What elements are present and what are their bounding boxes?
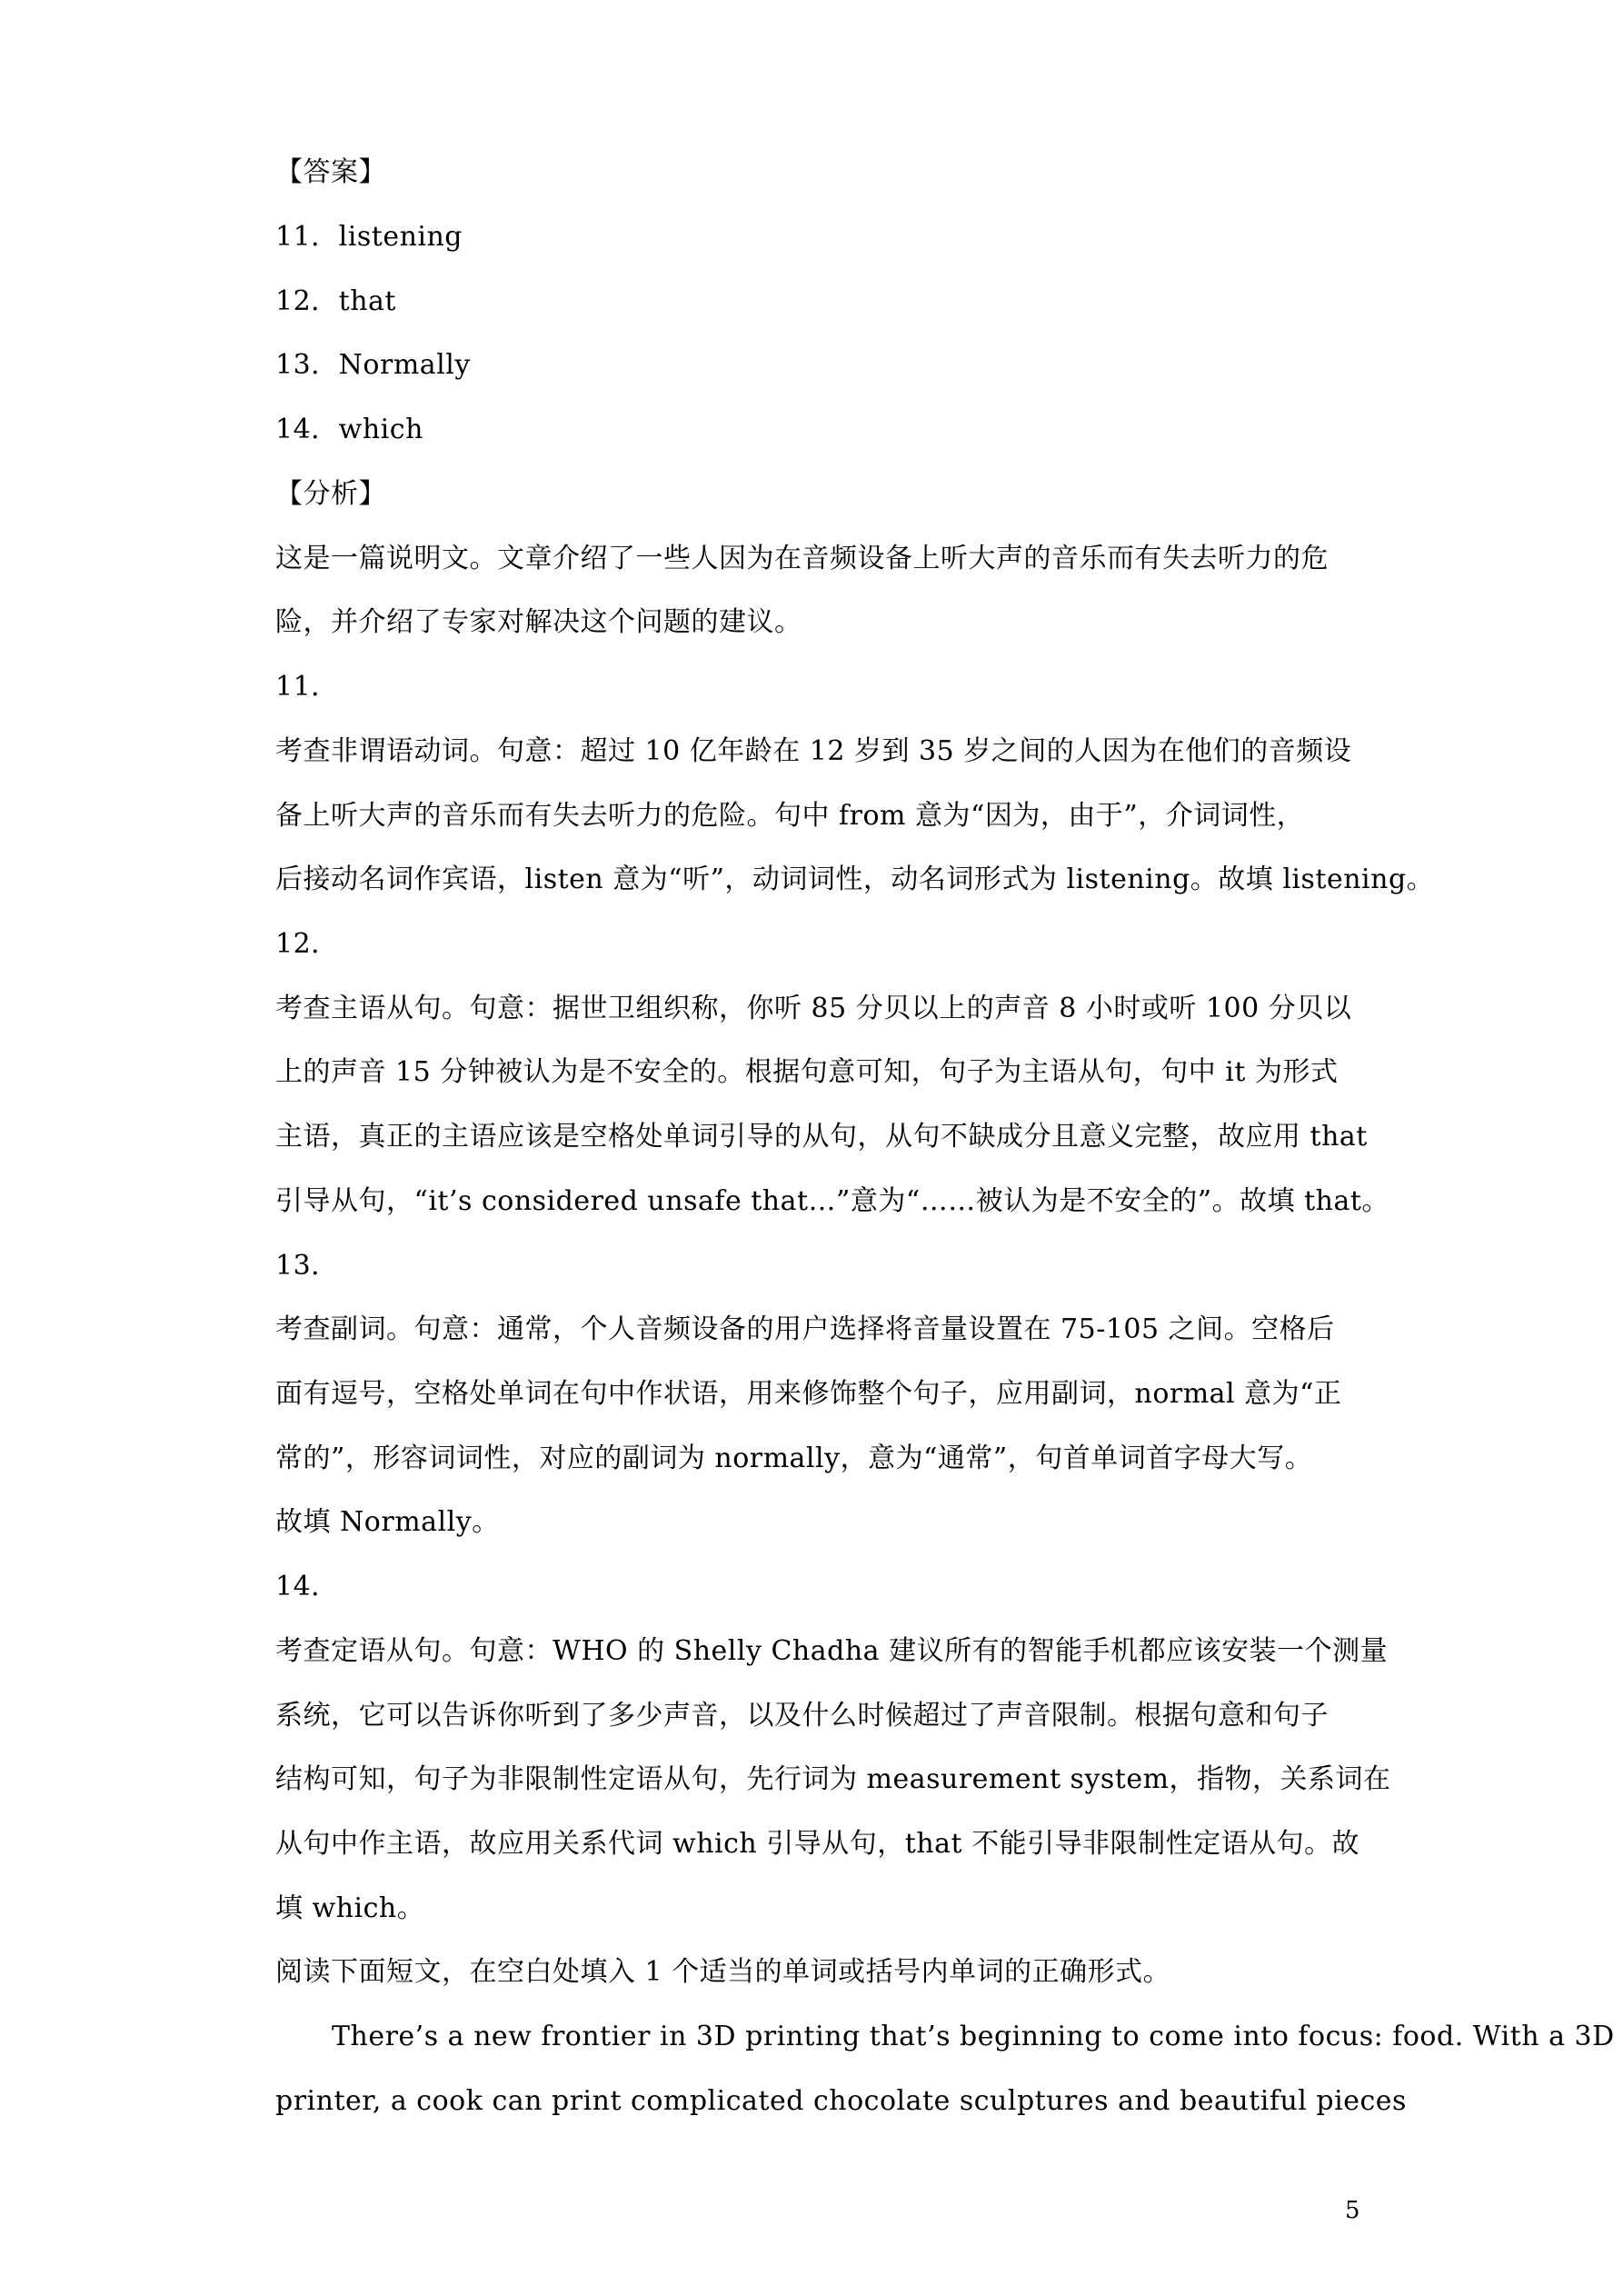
explanation-line: 面有逗号，空格处单词在句中作状语，用来修饰整个句子，应用副词，normal 意为“正 (275, 1378, 1342, 1410)
answer-13: 13．Normally (275, 349, 471, 381)
answer-12: 12．that (275, 285, 396, 317)
explanation-line: 备上听大声的音乐而有失去听力的危险。句中 from 意为“因为，由于”，介词词性， (275, 800, 1305, 832)
explanation-line: 考查主语从句。句意：据世卫组织称，你听 85 分贝以上的声音 8 小时或听 100 分贝以 (275, 993, 1352, 1024)
explanation-line: 从句中作主语，故应用关系代词 which 引导从句，that 不能引导非限制性定语从句。故 (275, 1828, 1360, 1860)
analysis-line: 险，并介绍了专家对解决这个问题的建议。 (275, 606, 802, 638)
explanation-line: 考查非谓语动词。句意：超过 10 亿年龄在 12 岁到 35 岁之间的人因为在他们的音频设 (275, 735, 1352, 767)
page-number: 5 (1345, 2197, 1360, 2224)
explanation-line: 考查定语从句。句意：WHO 的 Shelly Chadha 建议所有的智能手机都应该安装一个测量 (275, 1635, 1389, 1667)
answer-heading: 【答案】 (275, 156, 386, 188)
explanation-line: 引导从句，“it’s considered unsafe that…”意为“……被认为是不安全的”。故填 that。 (275, 1185, 1389, 1217)
question-number-12: 12． (275, 928, 339, 960)
passage-line: printer, a cook can print complicated chocolate sculptures and beautiful pieces (275, 2085, 1407, 2117)
answer-11: 11．listening (275, 221, 463, 253)
explanation-line: 填 which。 (275, 1892, 425, 1924)
explanation-line: 考查副词。句意：通常，个人音频设备的用户选择将音量设置在 75-105 之间。空格后 (275, 1313, 1335, 1345)
analysis-heading: 【分析】 (275, 478, 386, 510)
question-number-14: 14． (275, 1571, 339, 1602)
question-number-13: 13． (275, 1250, 339, 1282)
analysis-line: 这是一篇说明文。文章介绍了一些人因为在音频设备上听大声的音乐而有失去听力的危 (275, 543, 1329, 574)
explanation-line: 主语，真正的主语应该是空格处单词引导的从句，从句不缺成分且意义完整，故应用 that (275, 1121, 1368, 1153)
question-number-11: 11． (275, 671, 339, 703)
explanation-line: 常的”，形容词词性，对应的副词为 normally，意为“通常”，句首单词首字母大写。 (275, 1442, 1313, 1474)
answer-14: 14．which (275, 414, 423, 445)
explanation-line: 上的声音 15 分钟被认为是不安全的。根据句意可知，句子为主语从句，句中 it 为形式 (275, 1056, 1339, 1088)
passage-line: There’s a new frontier in 3D printing that’s beginning to come into focus: food. With a 3D (332, 2021, 1615, 2052)
explanation-line: 结构可知，句子为非限制性定语从句，先行词为 measurement system，指物，关系词在 (275, 1763, 1391, 1795)
explanation-line: 后接动名词作宾语，listen 意为“听”，动词词性，动名词形式为 listening。故填 listening。 (275, 863, 1435, 895)
explanation-line: 故填 Normally。 (275, 1506, 500, 1538)
explanation-line: 系统，它可以告诉你听到了多少声音，以及什么时候超过了声音限制。根据句意和句子 (275, 1700, 1329, 1732)
instruction-line: 阅读下面短文，在空白处填入 1 个适当的单词或括号内单词的正确形式。 (275, 1956, 1171, 1988)
